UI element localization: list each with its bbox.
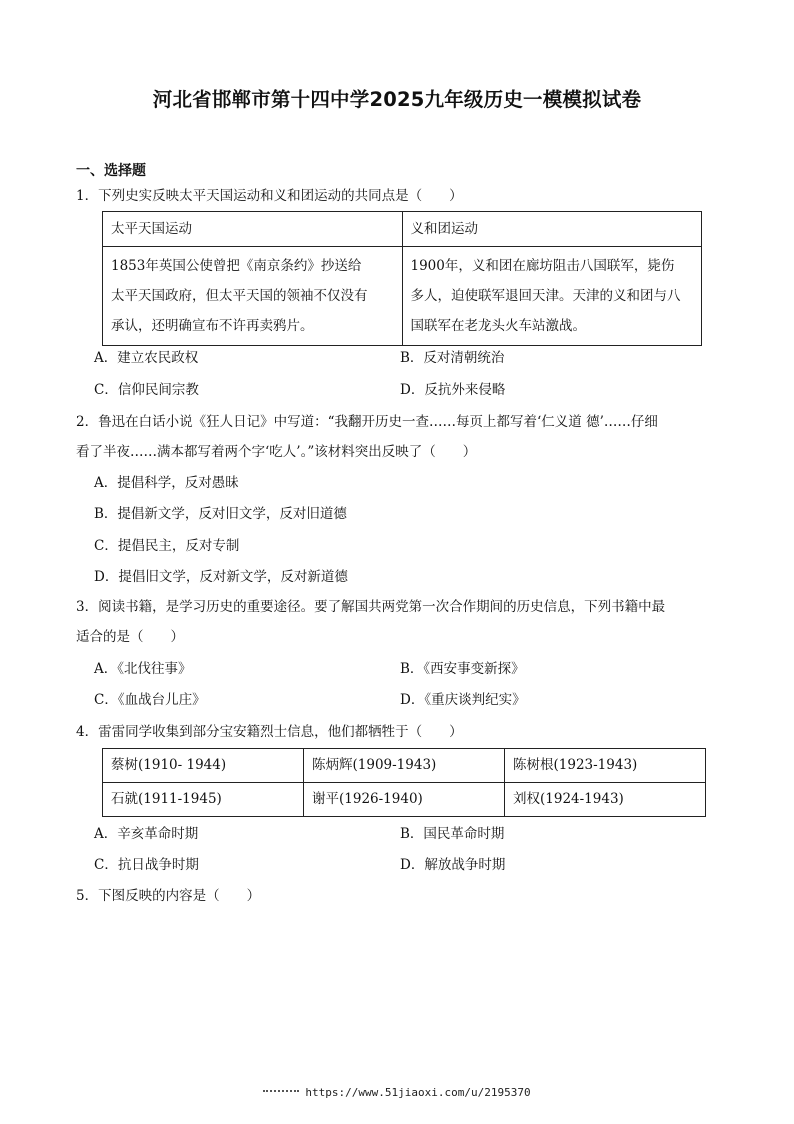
- q2-option-c: C．提倡民主，反对专制: [94, 538, 240, 554]
- page-footer: [0, 1086, 794, 1099]
- q4-option-c: C．抗日战争时期: [94, 857, 199, 873]
- table-header-boxer: 义和团运动: [402, 212, 702, 247]
- watermark-logo: [263, 1090, 299, 1096]
- q3-option-b: B．《西安事变新探》: [400, 661, 525, 677]
- q3-option-c: C．《血战台儿庄》: [94, 692, 206, 708]
- question-3-stem-line2: 适合的是（ ）: [76, 629, 184, 645]
- q2-option-a: A．提倡科学，反对愚昧: [94, 475, 239, 491]
- q1-option-b: B．反对清朝统治: [400, 350, 505, 366]
- table-header-taiping: 太平天国运动: [103, 212, 403, 247]
- martyr-cell: 谢平(1926-1940): [304, 783, 505, 817]
- question-5-stem: 5．下图反映的内容是（ ）: [76, 888, 261, 904]
- q4-option-b: B．国民革命时期: [400, 826, 505, 842]
- footer-link[interactable]: https://www.51jiaoxi.com/u/2195370: [305, 1086, 531, 1099]
- martyr-cell: 陈树根(1923-1943): [505, 749, 706, 783]
- table-cell-boxer: [402, 247, 702, 346]
- question-1-stem: 1．下列史实反映太平天国运动和义和团运动的共同点是（ ）: [76, 188, 463, 204]
- cell-line: 多人，迫使联军退回天津。天津的义和团与八: [410, 288, 681, 304]
- q3-option-d: D．《重庆谈判纪实》: [400, 692, 526, 708]
- cell-line: 承认，还明确宣布不许再卖鸦片。: [111, 318, 314, 334]
- cell-line: 国联军在老龙头火车站激战。: [410, 318, 586, 334]
- q2-option-b: B．提倡新文学，反对旧文学，反对旧道德: [94, 506, 347, 522]
- martyr-cell: 蔡树(1910- 1944): [103, 749, 304, 783]
- cell-line: 1900年，义和团在廊坊阻击八国联军，毙伤: [410, 258, 675, 274]
- martyr-cell: 刘权(1924-1943): [505, 783, 706, 817]
- question-3-stem-line1: 3．阅读书籍，是学习历史的重要途径。要了解国共两党第一次合作期间的历史信息，下列书籍中最: [76, 599, 666, 615]
- question-1-table: [102, 211, 702, 346]
- section-heading: 一、选择题: [76, 163, 146, 179]
- cell-line: 1853年英国公使曾把《南京条约》抄送给: [111, 258, 362, 274]
- q2-option-d: D．提倡旧文学，反对新文学，反对新道德: [94, 569, 348, 585]
- q1-option-c: C．信仰民间宗教: [94, 382, 199, 398]
- question-2-stem-line2: 看了半夜……满本都写着两个字‘吃人’。”该材料突出反映了（ ）: [76, 444, 477, 460]
- table-cell-taiping: [103, 247, 403, 346]
- q3-option-a: A．《北伐往事》: [94, 661, 192, 677]
- martyr-cell: 石就(1911-1945): [103, 783, 304, 817]
- question-2-stem-line1: 2．鲁迅在白话小说《狂人日记》中写道：“我翻开历史一查……每页上都写着‘仁义道 德’……仔细: [76, 414, 658, 430]
- q1-option-d: D．反抗外来侵略: [400, 382, 506, 398]
- question-4-table: [102, 748, 706, 817]
- page-title: 河北省邯郸市第十四中学2025九年级历史一模模拟试卷: [152, 88, 642, 111]
- cell-line: 太平天国政府，但太平天国的领袖不仅没有: [111, 288, 368, 304]
- q1-option-a: A．建立农民政权: [94, 350, 199, 366]
- q4-option-d: D．解放战争时期: [400, 857, 506, 873]
- question-4-stem: 4．雷雷同学收集到部分宝安籍烈士信息，他们都牺牲于（ ）: [76, 724, 463, 740]
- q4-option-a: A．辛亥革命时期: [94, 826, 199, 842]
- martyr-cell: 陈炳辉(1909-1943): [304, 749, 505, 783]
